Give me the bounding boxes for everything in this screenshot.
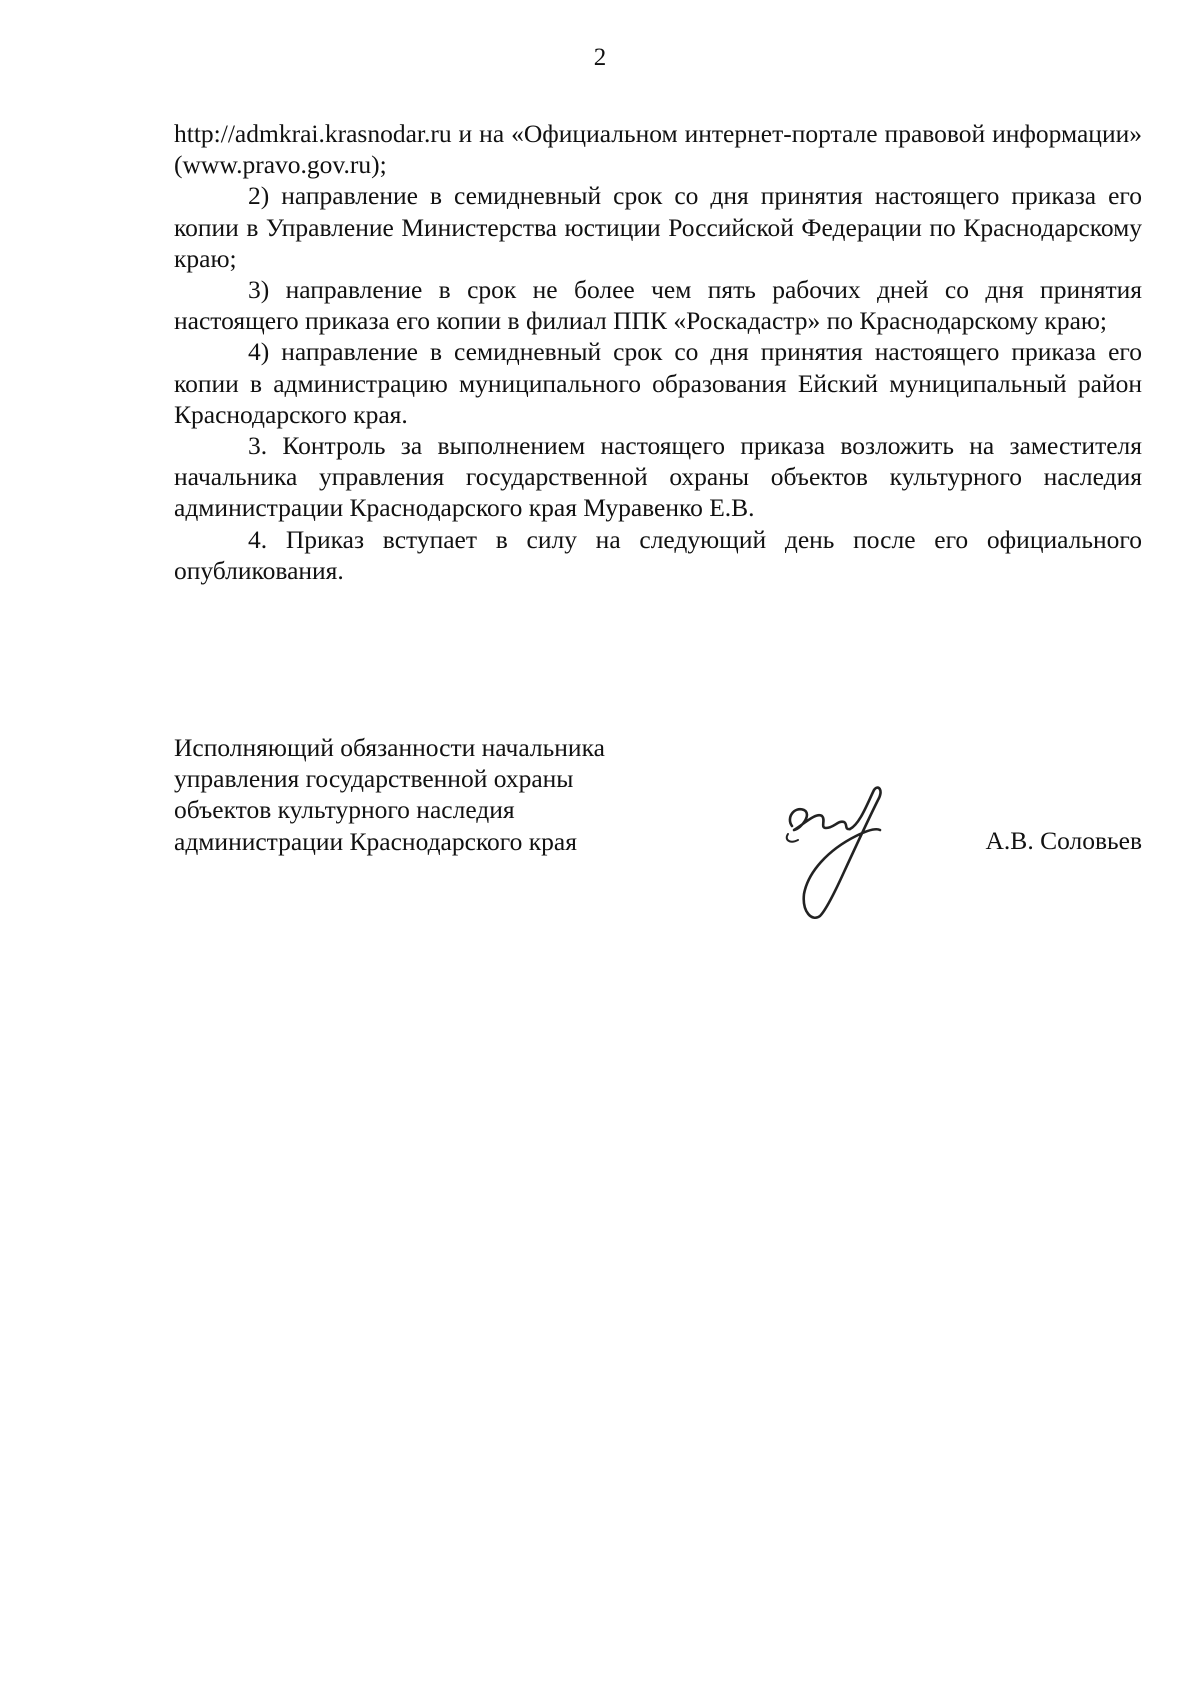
signer-position [174,732,694,857]
paragraph-effective-date: 4. Приказ вступает в силу на следующий день после его официального опубликования. [174,524,1142,585]
paragraph-item-2: 2) направление в семидневный срок со дня принятия настоящего приказа его копии в Управление Министерства юстиции Российской Федерации по Краснодарскому краю; [174,181,1142,273]
document-body [174,118,1142,586]
signer-name: А.В. Соловьев [985,826,1142,855]
paragraph-item-3: 3) направление в срок не более чем пять рабочих дней со дня принятия настоящего приказа его копии в филиал ППК «Роскадастр» по Краснодарскому краю; [174,275,1142,336]
paragraph-control-clause: 3. Контроль за выполнением настоящего приказа возложить на заместителя начальника управления государственной охраны объектов культурного наследия администрации Краснодарского края Муравенко Е.В. [174,431,1142,523]
handwritten-signature [764,784,914,924]
signer-position-line: Исполняющий обязанности начальника [174,733,605,762]
signer-position-line: управления государственной охраны [174,764,574,794]
paragraph-item-4: 4) направление в семидневный срок со дня принятия настоящего приказа его копии в администрацию муниципального образования Ейский муниципальный район Краснодарского края. [174,337,1142,429]
signer-position-line: администрации Краснодарского края [174,826,577,856]
signer-position-line: объектов культурного наследия [174,795,515,825]
signature-block [174,732,1142,952]
page-number: 2 [593,44,607,71]
paragraph-publication-continuation: http://admkrai.krasnodar.ru и на «Официальном интернет-портале правовой информации» (www.pravo.gov.ru); [174,119,1142,180]
